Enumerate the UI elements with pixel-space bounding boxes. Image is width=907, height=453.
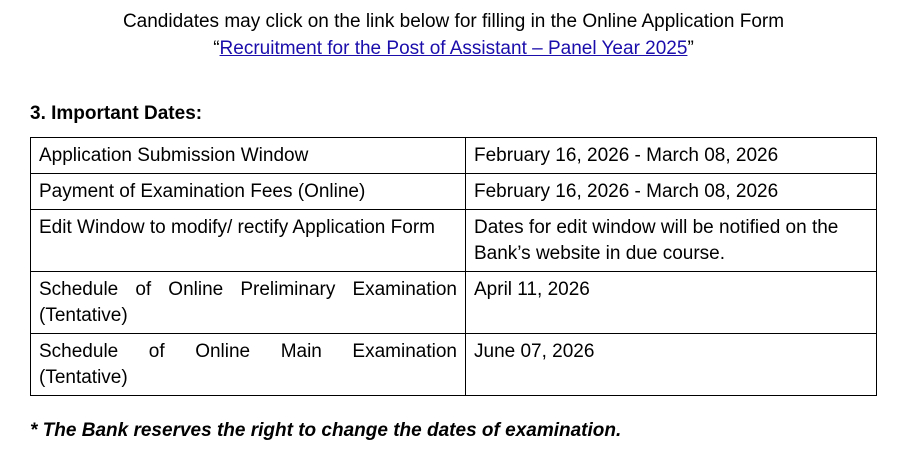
table-row bbox=[31, 334, 877, 396]
row-value: April 11, 2026 bbox=[466, 272, 877, 334]
row-label bbox=[31, 272, 466, 334]
row-label: Edit Window to modify/ rectify Application Form bbox=[31, 210, 466, 272]
application-form-link[interactable]: Recruitment for the Post of Assistant – Panel Year 2025 bbox=[219, 38, 688, 59]
quote-close: ” bbox=[687, 38, 694, 59]
row-label-line: Schedule of Online Main Examination bbox=[39, 341, 457, 362]
table-row bbox=[31, 210, 877, 272]
table-row bbox=[31, 174, 877, 210]
row-label-line: (Tentative) bbox=[39, 367, 128, 388]
row-value: February 16, 2026 - March 08, 2026 bbox=[466, 138, 877, 174]
quote-open: “ bbox=[213, 38, 220, 59]
row-label-line: (Tentative) bbox=[39, 305, 128, 326]
row-label: Payment of Examination Fees (Online) bbox=[31, 174, 466, 210]
row-value: February 16, 2026 - March 08, 2026 bbox=[466, 174, 877, 210]
row-value: Dates for edit window will be notified on the Bank’s website in due course. bbox=[466, 210, 877, 272]
intro-text bbox=[0, 8, 907, 62]
table-row bbox=[31, 138, 877, 174]
row-label bbox=[31, 334, 466, 396]
intro-line: Candidates may click on the link below for filling in the Online Application Form bbox=[122, 11, 785, 32]
important-dates-table bbox=[30, 137, 877, 396]
row-label-line: Schedule of Online Preliminary Examination bbox=[39, 279, 457, 300]
disclaimer-note: * The Bank reserves the right to change the dates of examination. bbox=[30, 420, 622, 441]
table-row bbox=[31, 272, 877, 334]
row-value: June 07, 2026 bbox=[466, 334, 877, 396]
row-label: Application Submission Window bbox=[31, 138, 466, 174]
section-heading: 3. Important Dates: bbox=[30, 103, 203, 124]
application-link-line bbox=[0, 35, 907, 62]
